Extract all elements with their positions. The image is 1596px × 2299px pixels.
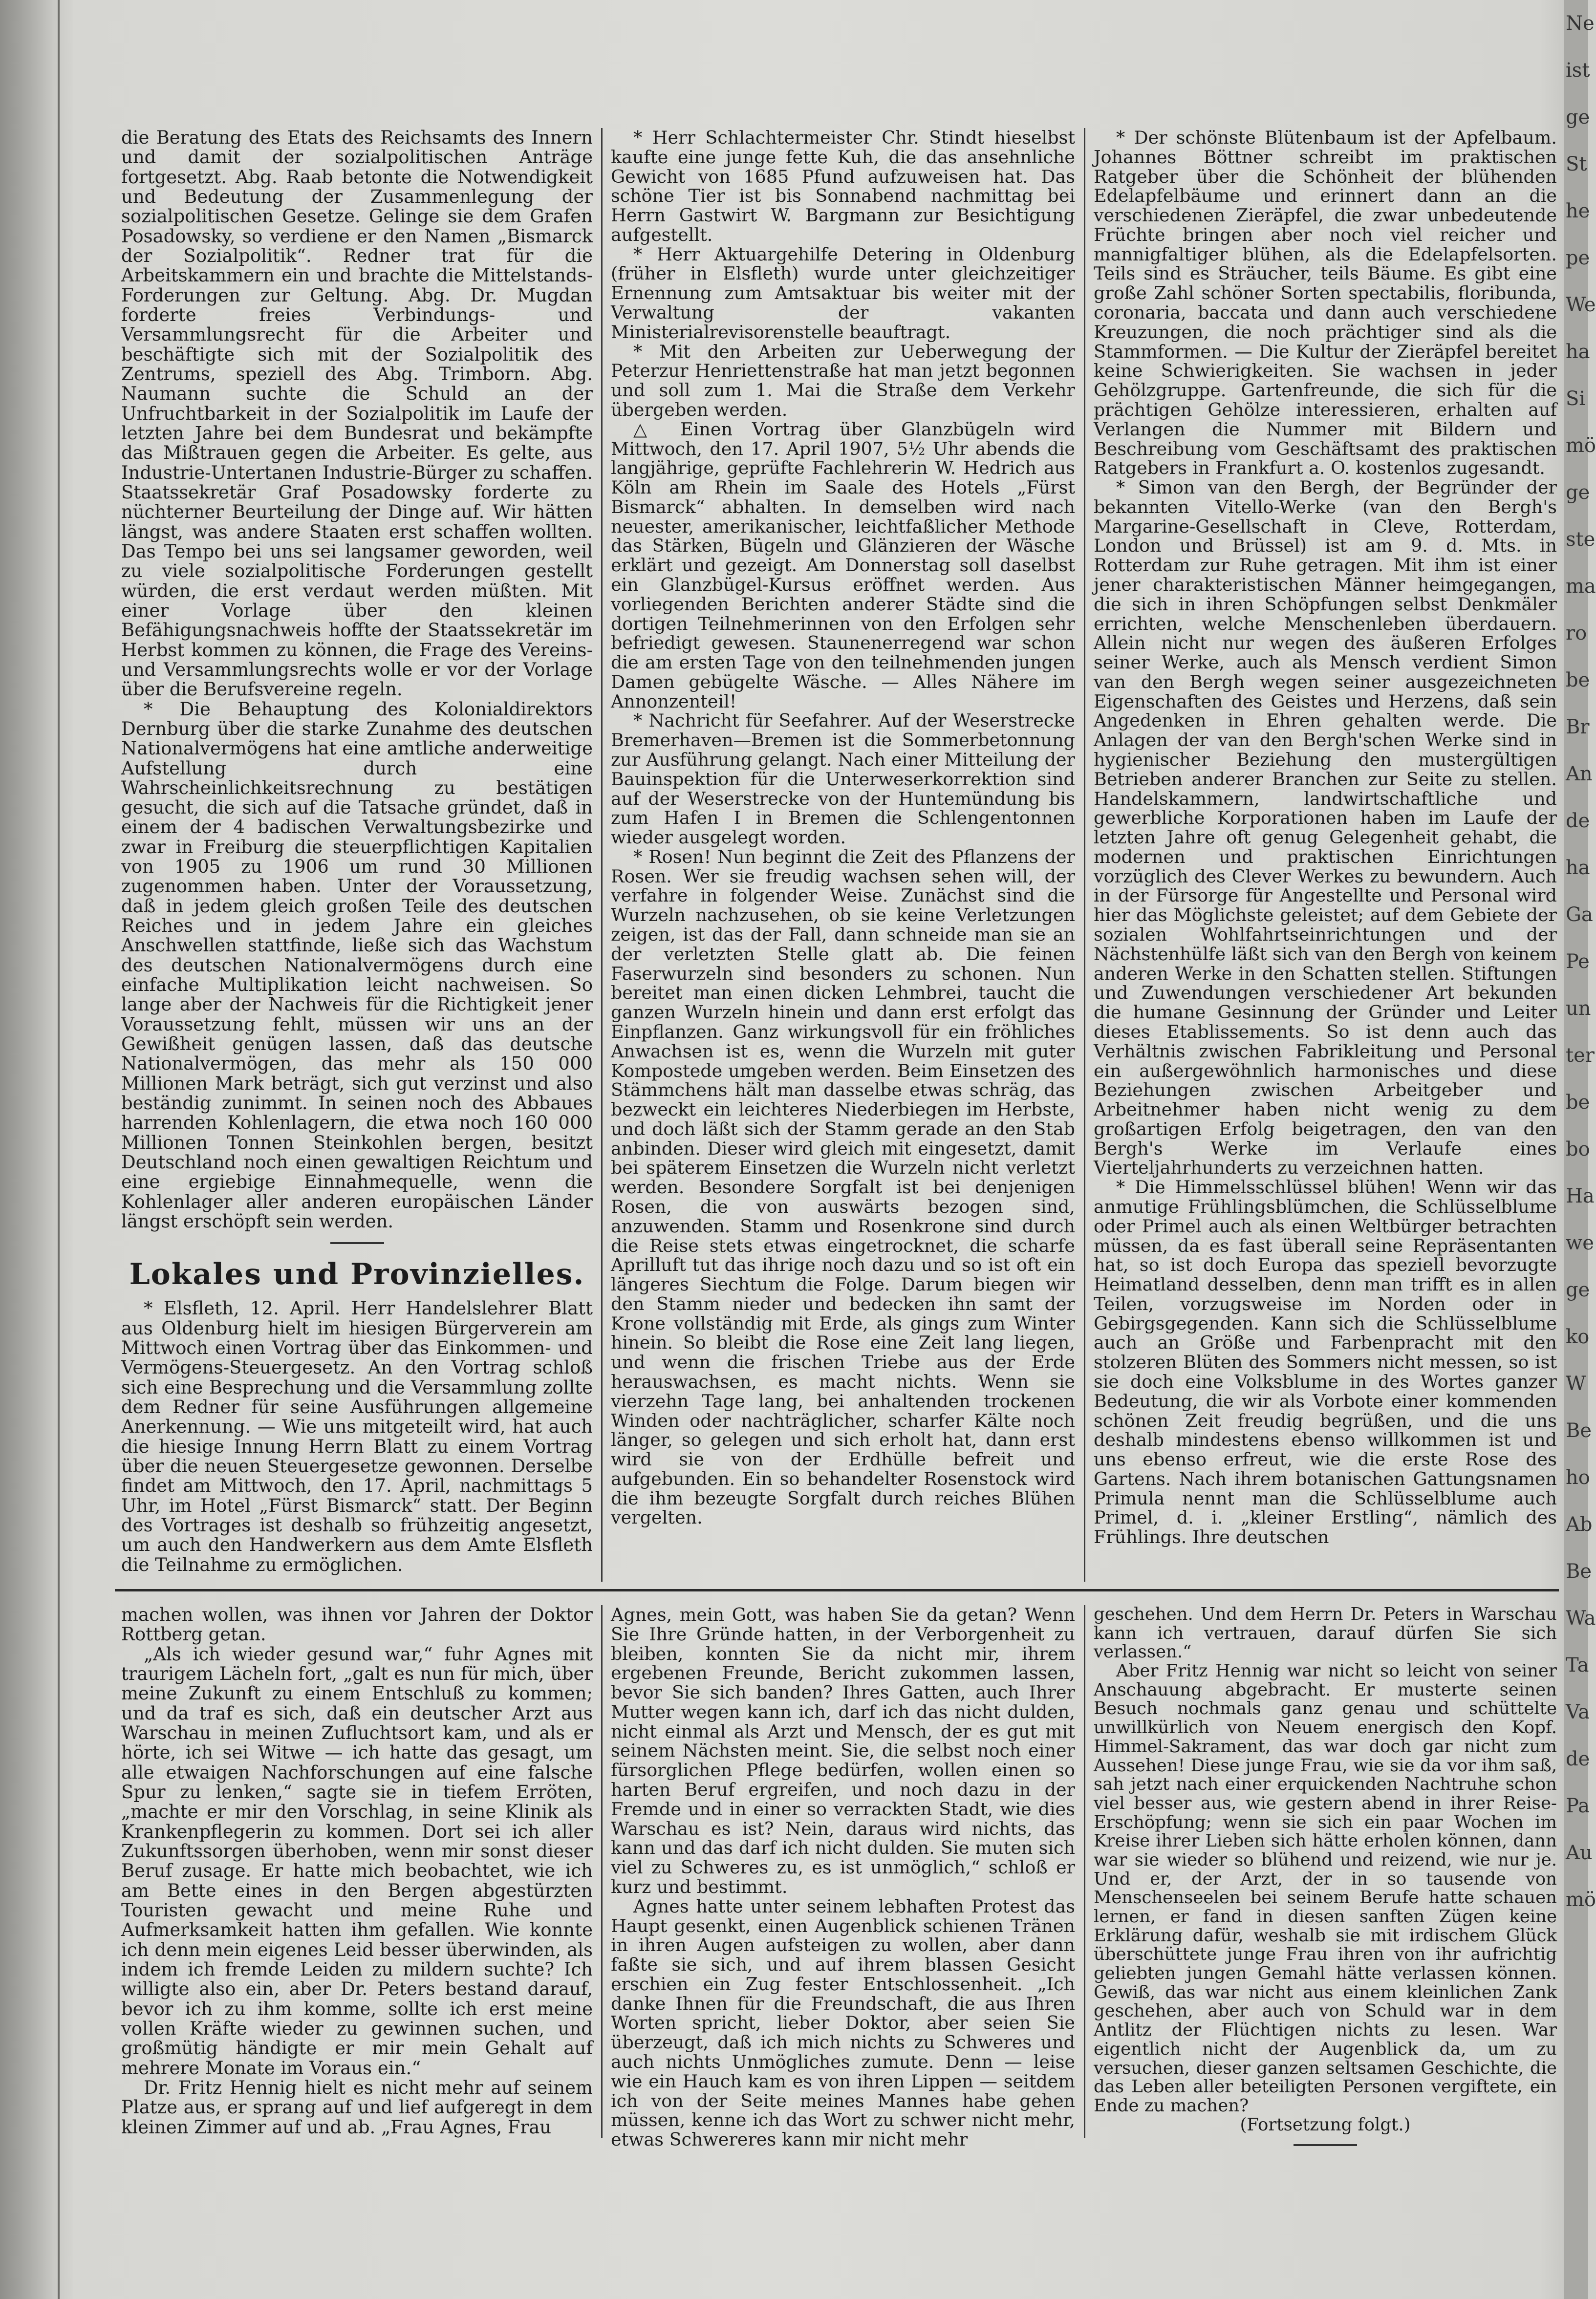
adjacent-page-fragment: be xyxy=(1566,669,1590,691)
story-paragraph: „Als ich wieder gesund war,“ fuhr Agnes mit traurigem Lächeln fort, „galt es nun für mich, über meine Zukunft zu einem Entschluß zu kommen; und da traf es sich, daß ein deutscher Arzt aus Warschau in meinen Zufluchtsort kam, und als er hörte, ich sei Witwe — ich hatte das gesagt, um alle etwaigen Nachforschungen auf eine falsche Spur zu lenken,“ sagte sie in tiefem Erröten, „machte er mir den Vorschlag, in seine Klinik als Krankenpflegerin zu kommen. Dort sei ich aller Zukunftssorgen überhoben, wenn mir sonst dieser Beruf zusage. Er hatte mich beobachtet, wie ich am Bette eines in den Bergen abgestürzten Touristen gewacht und meine Ruhe und Aufmerksamkeit hatten ihm gefallen. Wie konnte ich denn mein eigenes Leid besser überwinden, als indem ich fremde Leiden zu mildern suchte? Ich willigte also ein, aber Dr. Peters bestand darauf, bevor ich zu ihm komme, sollte ich erst meine vollen Kräfte wieder zu gewinnen suchen, und großmütig händigte er mir mein Gehalt auf mehrere Monate im Voraus ein.“ xyxy=(121,1643,593,2079)
adjacent-page-fragment: Br xyxy=(1566,716,1590,738)
story-paragraph: Agnes, mein Gott, was haben Sie da getan? Wenn Sie Ihre Gründe hatten, in der Verborgenheit zu bleiben, konnten Sie da nicht mir, ihrem ergebenen Freunde, Bericht zukommen lassen, bevor Sie sich banden? Ihres Gatten, auch Ihrer Mutter wegen kann ich, darf ich das nicht dulden, nicht einmal als Arzt und Mensch, der es gut mit seinem Nächsten meint. Sie, die selbst noch einer fürsorglichen Pflege bedürfen, wollen einen so harten Beruf ergreifen, und noch dazu in der Fremde und in einer so verrackten Stadt, wie dies Warschau es ist? Nein, daraus wird nichts, das kann und das darf ich nicht dulden. Sie muten sich viel zu Schweres zu, es ist unmöglich,“ schloß er kurz und bestimmt. xyxy=(611,1604,1075,1897)
adjacent-page-fragment: Si xyxy=(1566,387,1586,410)
news-column-1 xyxy=(121,128,593,1575)
adjacent-page-fragment: Ne xyxy=(1566,12,1595,35)
adjacent-page-fragment: Ta xyxy=(1566,1654,1589,1676)
column-rule-2 xyxy=(1084,128,1085,1582)
adjacent-page-fragment: be xyxy=(1566,1091,1590,1114)
adjacent-page-fragment: we xyxy=(1566,1232,1594,1254)
column-1-articles xyxy=(121,128,593,1231)
adjacent-page-fragment: Ha xyxy=(1566,1185,1595,1207)
story-paragraph: machen wollen, was ihnen vor Jahren der Doktor Rottberg getan. xyxy=(121,1604,593,1645)
binding-edge-line xyxy=(58,0,60,2299)
adjacent-page-fragment: ge xyxy=(1566,106,1590,129)
story-end-rule xyxy=(1294,2144,1357,2146)
adjacent-page-fragment: ko xyxy=(1566,1326,1590,1348)
story-column-2 xyxy=(611,1605,1075,2149)
story-paragraph: Agnes hatte unter seinem lebhaften Protest das Haupt gesenkt, einen Augenblick schienen Tränen in ihren Augen aufsteigen zu wollen, aber dann faßte sie sich, und auf ihrem blassen Gesicht erschien ein Zug fester Entschlossenheit. „Ich danke Ihnen für die Freundschaft, die aus Ihren Worten spricht, lieber Doktor, aber seien Sie überzeugt, daß ich mich nichts zu Schweres und auch nichts Unmögliches zumute. Denn — leise wie ein Hauch kam es von ihren Lippen — seitdem ich von der Seite meines Mannes habe gehen müssen, kenne ich das Wort zu schwer nicht mehr, etwas Schwereres kann mir nicht mehr xyxy=(611,1895,1075,2150)
adjacent-page-fragment: An xyxy=(1566,763,1593,785)
adjacent-page-fragment: Va xyxy=(1566,1701,1590,1723)
binding-gutter xyxy=(0,0,73,2299)
adjacent-page-fragment: Au xyxy=(1566,1842,1593,1864)
section-heading: Lokales und Provinzielles. xyxy=(129,1257,585,1292)
adjacent-page-fragment: un xyxy=(1566,997,1591,1020)
article-paragraph: * Die Behauptung des Kolonialdirektors Dernburg über die starke Zunahme des deutschen Nationalvermögens hat eine amtliche anderweitige Aufstellung durch eine Wahrscheinlichkeitsrechnung zu bestätigen gesucht, die sich auf die Tatsache gründet, daß in einem der 4 badischen Verwaltungsbezirke und zwar in Freiburg die steuerpflichtigen Kapitalien von 1905 zu 1906 um rund 30 Millionen zugenommen haben. Unter der Voraussetzung, daß in jedem gleich großen Teile des deutschen Reiches und in jedem Jahre ein gleiches Anschwellen stattfinde, ließe sich das Wachstum des deutschen Nationalvermögens durch eine einfache Multiplikation leicht nachweisen. So lange aber der Nachweis für die Richtigkeit jener Voraussetzung fehlt, müssen wir uns an der Gewißheit genügen lassen, daß das deutsche Nationalvermögen, das mehr als 150 000 Millionen Mark beträgt, sich gut verzinst und also beständig zunimmt. In seinen noch des Abbaues harrenden Kohlenlagern, die etwa noch 160 000 Millionen Tonnen Steinkohlen bergen, besitzt Deutschland noch einen gewaltigen Reichtum und eine ergiebige Einnahmequelle, wenn die Kohlenlager aller anderen europäischen Länder längst erschöpft sein werden. xyxy=(121,698,593,1232)
local-news-articles xyxy=(121,1299,593,1575)
column-rule-1 xyxy=(601,128,603,1582)
adjacent-page-fragment: he xyxy=(1566,200,1590,222)
section-separator xyxy=(330,1242,384,1244)
adjacent-page-fragment: ha xyxy=(1566,857,1590,879)
story-paragraph: (Fortsetzung folgt.) xyxy=(1240,2114,1411,2135)
article-paragraph: * Nachricht für Seefahrer. Auf der Weserstrecke Bremerhaven—Bremen ist die Sommerbetonnung zur Ausführung gelangt. Nach einer Mitteilung der Bauinspektion für die Unterweserkorrektion sind auf der Weserstrecke von der Huntemündung bis zum Hafen I in Bremen die Schlengentonnen wieder ausgelegt worden. xyxy=(611,710,1075,848)
adjacent-page-fragment: de xyxy=(1566,1748,1590,1770)
local-article-paragraph: * Elsfleth, 12. April. Herr Handelslehrer Blatt aus Oldenburg hielt im hiesigen Bürgerverein am Mittwoch einen Vortrag über das Einkommen- und Vermögens-Steuergesetz. An den Vortrag schloß sich eine Besprechung und die Versammlung zollte dem Redner für seine Ausführungen allgemeine Anerkennung. — Wie uns mitgeteilt wird, hat auch die hiesige Innung Herrn Blatt zu einem Vortrag über die neuen Steuergesetze gewonnen. Derselbe findet am Mittwoch, den 17. April, nachmittags 5 Uhr, im Hotel „Fürst Bismarck“ statt. Der Beginn des Vortrages ist deshalb so frühzeitig angesetzt, um auch den Handwerkern aus dem Amte Elsfleth die Teilnahme zu ermöglichen. xyxy=(121,1298,593,1575)
adjacent-page-fragment: Wa xyxy=(1566,1607,1596,1630)
article-paragraph: △ Einen Vortrag über Glanzbügeln wird Mittwoch, den 17. April 1907, 5½ Uhr abends die langjährige, geprüfte Fachlehrerin W. Hedrich aus Köln am Rhein im Saale des Hotels „Fürst Bismarck“ abhalten. In demselben wird nach neuester, amerikanischer, leichtfaßlicher Methode das Stärken, Bügeln und Glänzieren der Wäsche erklärt und gezeigt. Am Donnerstag soll daselbst ein Glanzbügel-Kursus eröffnet werden. Aus vorliegenden Berichten anderer Städte sind die dortigen Teilnehmerinnen von den Erfolgen sehr befriedigt gewesen. Staunenerregend war schon die am ersten Tage von den teilnehmenden jungen Damen gebügelte Wäsche. — Alles Nähere im Annonzenteil! xyxy=(611,418,1075,712)
adjacent-page-fragment: ho xyxy=(1566,1466,1590,1489)
adjacent-page-fragment: Be xyxy=(1566,1419,1592,1442)
adjacent-page-fragment: pe xyxy=(1566,247,1590,269)
adjacent-page-fragment: ro xyxy=(1566,622,1587,645)
adjacent-page-fragment: Pa xyxy=(1566,1795,1590,1817)
adjacent-page-strip xyxy=(1564,0,1596,2299)
article-paragraph: * Der schönste Blütenbaum ist der Apfelbaum. Johannes Böttner schreibt im praktischen Ratgeber über die Schönheit der blühenden Edelapfelbäume und erinnert dann an die verschiedenen Zieräpfel, die zwar unbedeutende Früchte bringen aber noch viel reicher und mannigfaltiger blühen, als die Edelapfelsorten. Teils sind es Sträucher, teils Bäume. Es gibt eine große Zahl schöner Sorten spectabilis, floribunda, coronaria, baccata und dann auch verschiedene Kreuzungen, die noch prächtiger sind als die Stammformen. — Die Kultur der Zieräpfel bereitet keine Schwierigkeiten. Sie wachsen in jeder Gehölzgruppe. Gartenfreunde, die sich für die prächtigen Gehölze interessieren, erhalten auf Verlangen die Nummer mit Bildern und Beschreibung vom Geschäftsamt des praktischen Ratgebers in Frankfurt a. O. kostenlos zugesandt. xyxy=(1094,127,1557,479)
story-paragraph: geschehen. Und dem Herrn Dr. Peters in Warschau kann ich vertrauen, darauf dürfen Sie sich verlassen.“ xyxy=(1094,1604,1557,1662)
article-paragraph: * Die Himmelsschlüssel blühen! Wenn wir das anmutige Frühlingsblümchen, die Schlüsselblume oder Primel auch als einen Weltbürger betrachten müssen, da es fast überall seine Repräsentanten hat, so ist doch Europa das speziell bevorzugte Heimatland desselben, denn man trifft es in allen Teilen, vorzugsweise im Norden oder in Gebirgsgegenden. Kann sich die Schlüsselblume auch an Größe und Farbenpracht mit den stolzeren Blüten des Sommers nicht messen, so ist sie doch eine Volksblume in des Wortes ganzer Bedeutung, die wir als Vorbote einer kommenden schönen Zeit freudig begrüßen, und die uns deshalb mindestens ebenso willkommen ist und uns ebenso erfreut, wie die erste Rose des Gartens. Nach ihrem botanischen Gattungsnamen Primula nennt man die Schlüsselblume auch Primel, d. i. „kleiner Erstling“, nämlich des Frühlings. Ihre deutschen xyxy=(1094,1177,1557,1548)
story-column-rule-1 xyxy=(601,1605,603,2138)
adjacent-page-fragment: mö xyxy=(1566,434,1596,457)
story-paragraph: Aber Fritz Hennig war nicht so leicht von seiner Anschauung abgebracht. Er musterte seinen Besuch nochmals ganz genau und schüttelte unwillkürlich von Neuem energisch den Kopf. Himmel-Sakrament, das war doch gar nicht zum Aussehen! Diese junge Frau, wie sie da vor ihm saß, sah jetzt nach einer erquickenden Nachtruhe schon viel besser aus, wie gestern abend in ihrer Reise-Erschöpfung; wenn sie sich ein paar Wochen im Kreise ihrer Lieben sich hätte erholen können, dann war sie wieder so blühend und reizend, wie nur je. Und er, der Arzt, der in so tausende von Menschenseelen bei seinem Berufe hatte schauen lernen, er fand in diesen sanften Zügen keine Erklärung dafür, weshalb sie mit irdischem Glück überschüttete junge Frau ihren von ihr aufrichtig geliebten jungen Gemahl hätte verlassen können. Gewiß, das war nicht aus einem kleinlichen Zank geschehen, aber auch von Schuld war in dem Antlitz der Flüchtigen nichts zu lesen. War eigentlich nicht der Augenblick da, um zu versuchen, dieser ganzen seltsamen Geschichte, die das Leben aller beteiligten Personen vergiftete, ein Ende zu machen? xyxy=(1094,1661,1557,2116)
story-column-1 xyxy=(121,1605,593,2137)
article-paragraph: * Herr Schlachtermeister Chr. Stindt hieselbst kaufte eine junge fette Kuh, die das ansehnliche Gewicht von 1685 Pfund aufzuweisen hat. Das schöne Tier ist bis Sonnabend nachmittag bei Herrn Gastwirt W. Bargmann zur Besichtigung aufgestellt. xyxy=(611,127,1075,245)
article-paragraph: * Mit den Arbeiten zur Ueberwegung der Peterzur Henriettenstraße hat man jetzt begonnen und soll zum 1. Mai die Straße dem Verkehr übergeben werden. xyxy=(611,341,1075,420)
adjacent-page-fragment: Ga xyxy=(1566,903,1593,926)
story-paragraph: Dr. Fritz Hennig hielt es nicht mehr auf seinem Platze aus, er sprang auf und lief aufgeregt in dem kleinen Zimmer auf und ab. „Frau Agnes, Frau xyxy=(121,2077,593,2138)
adjacent-page-fragment: W xyxy=(1566,1373,1586,1395)
adjacent-page-fragment: Pe xyxy=(1566,950,1590,973)
story-column-3 xyxy=(1094,1605,1557,2146)
adjacent-page-fragment: ste xyxy=(1566,528,1596,551)
article-paragraph: * Rosen! Nun beginnt die Zeit des Pflanzens der Rosen. Wer sie freudig wachsen sehen will, der verfahre in folgender Weise. Zunächst sind die Wurzeln nachzusehen, ob sie keine Verletzungen zeigen, ist das der Fall, dann schneide man sie an der verletzten Stelle glatt ab. Die feinen Faserwurzeln sind besonders zu schonen. Nun bereitet man einen dicken Lehmbrei, taucht die ganzen Wurzeln hinein und dann erst erfolgt das Einpflanzen. Ganz wirkungsvoll für ein fröhliches Anwachsen ist es, wenn die Wurzeln mit guter Kompostede umgeben werden. Beim Einsetzen des Stämmchens hält man dasselbe etwas schräg, das bezweckt ein leichteres Niederbiegen im Herbste, und doch läßt sich der Stamm gerade an den Stab anbinden. Dieser wird gleich mit eingesetzt, damit bei späterem Einsetzen die Wurzeln nicht verletzt werden. Besondere Sorgfalt ist bei denjenigen Rosen, die von auswärts bezogen sind, anzuwenden. Stamm und Rosenkrone sind durch die Reise stets etwas eingetrocknet, die scharfe Aprilluft tut das ihrige noch dazu und so ist oft ein längeres Siechtum die Folge. Darum biegen wir den Stamm nieder und bedecken ihn samt der Krone vollständig mit Erde, als gings zum Winter hinein. So bleibt die Rose eine Zeit lang liegen, und wenn die frischen Triebe aus der Erde herauswachsen, es macht nichts. Wenn sie vierzehn Tage lang, bei anhaltenden trockenen Winden oder nachträglicher, scharfer Kälte noch länger, so gelegen und sich erholt hat, dann erst wird sie von der Erdhülle befreit und aufgebunden. Ein so behandelter Rosenstock wird die ihm bezeugte Sorgfalt durch reiches Blühen vergelten. xyxy=(611,846,1075,1528)
article-paragraph: * Simon van den Bergh, der Begründer der bekannten Vitello-Werke (van den Bergh's Margarine-Gesellschaft in Cleve, Rotterdam, London und Brüssel) ist am 9. d. Mts. in Rotterdam zur Ruhe getragen. Mit ihm ist einer jener charakteristischen Männer heimgegangen, die sich in ihren Schöpfungen selbst Denkmäler errichten, welche Menschenleben überdauern. Allein nicht nur wegen des äußeren Erfolges seiner Werke, auch als Mensch verdient Simon van den Bergh wegen seiner ausgezeichneten Eigenschaften des Geistes und Herzens, daß sein Angedenken in Ehren gehalten werde. Die Anlagen der van den Bergh'schen Werke sind in hygienischer Beziehung den mustergültigen Betrieben anderer Branchen zur Seite zu stellen. Handelskammern, landwirtschaftliche und gewerbliche Korporationen haben im Laufe der letzten Jahre oft genug Gelegenheit gehabt, die modernen und praktischen Einrichtungen vorzüglich des Clever Werkes zu bewundern. Auch in der Fürsorge für Angestellte und Personal wird hier das Möglichste geleistet; auf dem Gebiete der sozialen Wohlfahrtseinrichtungen und der Nächstenhülfe läßt sich van den Bergh von keinem anderen Werke in den Schatten stellen. Stiftungen und Zuwendungen verschiedener Art bekunden die humane Gesinnung der Gründer und Leiter dieses Etablissements. So ist denn auch das Verhältnis zwischen Fabrikleitung und Personal ein außergewöhnlich harmonisches und diese Beziehungen zwischen Arbeitgeber und Arbeitnehmer haben nicht wenig zu dem großartigen Erfolg beigetragen, den van den Bergh's Werke im Verlaufe eines Vierteljahrhunderts zu verzeichnen hatten. xyxy=(1094,477,1557,1179)
article-paragraph: die Beratung des Etats des Reichsamts des Innern und damit der sozialpolitischen Anträge fortgesetzt. Abg. Raab betonte die Notwendigkeit und Bedeutung der Zusammenlegung der sozialpolitischen Gesetze. Gelinge sie dem Grafen Posadowsky, so verdiene er den Namen „Bismarck der Sozialpolitik“. Redner trat für die Arbeitskammern ein und brachte die Mittelstands-Forderungen zur Geltung. Abg. Dr. Mugdan forderte freies Verbindungs- und Versammlungsrecht für die Arbeiter und beschäftigte sich mit der Sozialpolitik des Zentrums, speziell des Abg. Trimborn. Abg. Naumann suchte die Schuld an der Unfruchtbarkeit in der Sozialpolitik im Laufe der letzten Jahre bei dem Bundesrat und bekämpfte das Mißtrauen gegen die Arbeiter. Es gelte, aus Industrie-Untertanen Industrie-Bürger zu schaffen. Staatssekretär Graf Posadowsky forderte zu nüchterner Beurteilung der Dinge auf. Wir hätten längst, was andere Staaten erst schaffen wollten. Das Tempo bei uns sei langsamer geworden, weil zu viele sozialpolitische Forderungen gestellt würden, die erst verdaut werden müßten. Mit einer Vorlage über den kleinen Befähigungsnachweis hoffte der Staatssekretär im Herbst kommen zu können, die Frage des Vereins- und Versammlungsrechts wolle er vor der Vorlage über die Berufsvereine regeln. xyxy=(121,127,593,700)
adjacent-page-fragment: ter xyxy=(1566,1044,1595,1067)
adjacent-page-fragment: ist xyxy=(1566,59,1590,82)
adjacent-page-fragment: We xyxy=(1566,294,1596,316)
adjacent-page-fragment: de xyxy=(1566,810,1590,832)
news-column-3 xyxy=(1094,128,1557,1547)
news-column-2 xyxy=(611,128,1075,1527)
article-paragraph: * Herr Aktuargehilfe Detering in Oldenburg (früher in Elsfleth) wurde unter gleichzeitiger Ernennung zum Amtsaktuar bis weiter mit der Verwaltung der vakanten Ministerialrevisorenstelle beauftragt. xyxy=(611,243,1075,343)
story-column-rule-2 xyxy=(1084,1605,1085,2138)
adjacent-page-fragment: bo xyxy=(1566,1138,1590,1160)
adjacent-page-fragment: ma xyxy=(1566,575,1596,598)
adjacent-page-fragment: Ab xyxy=(1566,1513,1593,1536)
adjacent-page-fragment: Be xyxy=(1566,1560,1592,1583)
adjacent-page-fragment: ha xyxy=(1566,341,1590,363)
adjacent-page-fragment: ge xyxy=(1566,1279,1590,1301)
feuilleton-divider xyxy=(115,1589,1559,1591)
adjacent-page-fragment: mö xyxy=(1566,1889,1596,1911)
adjacent-page-fragment: ge xyxy=(1566,481,1590,504)
adjacent-page-fragment: St xyxy=(1566,153,1587,175)
